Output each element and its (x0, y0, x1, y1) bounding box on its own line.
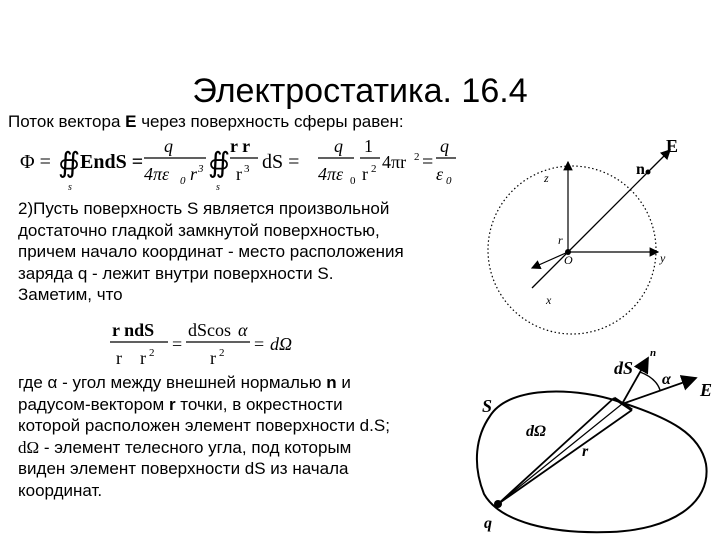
formula-phi: Φ = (20, 151, 51, 173)
fraction1-sub0: 0 (180, 175, 186, 187)
label-x: x (546, 293, 552, 307)
fr-dScos-r: r (210, 348, 216, 368)
charge-point (494, 500, 502, 508)
label-r: r (558, 233, 563, 247)
fr-dOmega: dΩ (270, 334, 293, 354)
fraction-rr-denom: r (236, 164, 242, 184)
label-alpha: α (662, 371, 671, 388)
surface-integral-sign-2: ∯ (208, 148, 231, 179)
intro-prefix: Поток вектора (8, 112, 126, 131)
fraction1-r: r (190, 164, 198, 184)
intro-text (8, 112, 404, 132)
para2-line-1: где α - угол между внешней нормалью n и (18, 373, 351, 392)
para1-line: достаточно гладкой замкнутой поверхностью, (18, 220, 380, 240)
fraction3-one: 1 (364, 136, 373, 156)
fr-dScos: dScos (188, 320, 232, 340)
surface-integral-sign: ∯ (58, 148, 81, 179)
rr-vectors: r r (230, 136, 251, 156)
flux-formula (18, 134, 452, 194)
label-z: z (544, 171, 549, 185)
paragraph-surface-description (18, 198, 488, 306)
fraction3-sup2: 2 (371, 163, 377, 175)
label-dS: dS (614, 358, 634, 378)
label-origin: O (564, 253, 573, 267)
formula-equals: = (422, 151, 434, 173)
surface-diagram (470, 344, 720, 540)
fraction1-denominator: 4πε (144, 164, 170, 184)
para1-line: заряда q - лежит внутри поверхности S. (18, 263, 334, 283)
para1-line: причем начало координат - место расположения (18, 242, 404, 261)
radius-extension (532, 252, 568, 288)
alpha-symbol: α (47, 373, 58, 392)
label-S: S (482, 396, 493, 416)
domega-symbol: dΩ (18, 437, 40, 457)
fraction2-denom: 4πε (318, 164, 344, 184)
closed-surface (477, 392, 707, 533)
fr-rndS-r2: r (140, 348, 146, 368)
fr-rndS-r: r (116, 348, 122, 368)
x-axis (532, 252, 568, 268)
label-r-vector: r (582, 443, 589, 460)
fraction1-numerator-q: q (164, 136, 173, 156)
integral2-subscript-s: s (216, 182, 220, 193)
fraction4-q: q (440, 136, 449, 156)
page-title: Электростатика. 16.4 (192, 72, 528, 110)
surface-point (646, 170, 651, 175)
alpha-arc (640, 372, 660, 390)
para2-line-2: радусом-вектором r точки, в окрестности (18, 394, 343, 414)
fr-eq2: = (254, 334, 265, 354)
label-y: y (660, 251, 666, 265)
radius-vector (568, 170, 650, 252)
label-E: E (666, 136, 679, 156)
para2-line-4: dΩ - элемент телесного угла, под которым (18, 437, 352, 457)
label-E-field: E (700, 380, 713, 400)
fraction1-sup3: 3 (198, 163, 204, 175)
sphere-outline (488, 166, 656, 334)
fraction3-r: r (362, 164, 368, 184)
sphere-diagram (480, 136, 720, 340)
fr-dScos-sup: 2 (219, 347, 225, 359)
normal-n: n (326, 373, 337, 392)
cone-line-upper (498, 398, 614, 504)
fraction2-sub0: 0 (350, 175, 356, 187)
fr-rndS-sup: 2 (149, 347, 155, 359)
para2-line-3: которой расположен элемент поверхности d.S; (18, 416, 390, 435)
e-field-vector (622, 378, 696, 404)
label-q: q (484, 515, 492, 532)
formula-4pir2: 4πr (382, 152, 407, 172)
fraction4-sub0: 0 (446, 175, 452, 187)
fraction4-eps: ε (436, 164, 444, 184)
fraction-rr-sup3: 3 (244, 163, 250, 175)
r-line (498, 404, 622, 504)
vector-r: r (168, 394, 176, 414)
paragraph-definitions (18, 372, 458, 501)
cone-line-lower (498, 410, 632, 504)
label-dOmega: dΩ (526, 423, 546, 440)
para1-line: 2)Пусть поверхность S является произвольной (18, 199, 390, 218)
fr-rndS: r ndS (112, 320, 155, 340)
para2-line-6: координат. (18, 480, 103, 500)
label-n: n (636, 161, 645, 178)
formula-dS: dS = (262, 151, 300, 173)
para1-line: Заметим, что (18, 285, 123, 304)
fr-eq1: = (172, 334, 183, 354)
solid-angle-formula (110, 318, 310, 370)
para2-line-5: виден элемент поверхности dS из начала (18, 459, 349, 478)
label-normal-n: n (650, 347, 657, 359)
intro-suffix: через поверхность сферы равен: (136, 112, 404, 131)
formula-endS: EndS = (80, 151, 144, 173)
intro-vector-e: E (125, 112, 137, 131)
fraction2-q: q (334, 136, 343, 156)
fr-alpha: α (238, 320, 248, 340)
formula-4pir2-sup: 2 (414, 151, 420, 163)
integral-subscript-s: s (68, 182, 72, 193)
